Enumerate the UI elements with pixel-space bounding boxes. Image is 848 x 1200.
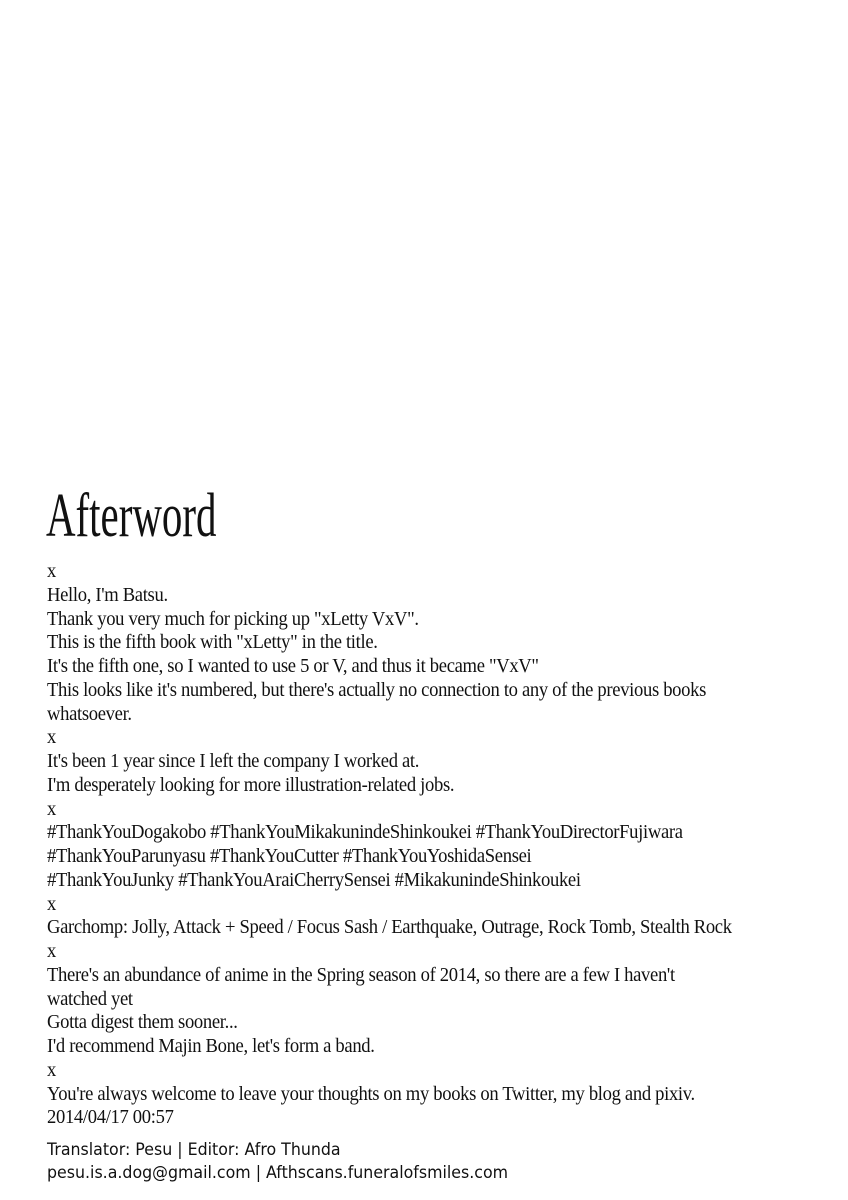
section-separator: x bbox=[47, 797, 56, 820]
text-line: There's an abundance of anime in the Spring season of 2014, so there are a few I haven't bbox=[47, 963, 675, 986]
text-line: Thank you very much for picking up "xLetty VxV". bbox=[47, 607, 419, 630]
text-line: whatsoever. bbox=[47, 702, 132, 725]
credits-line-staff: Translator: Pesu | Editor: Afro Thunda bbox=[47, 1140, 341, 1160]
credits bbox=[47, 1139, 508, 1185]
text-line: Garchomp: Jolly, Attack + Speed / Focus Sash / Earthquake, Outrage, Rock Tomb, Stealth Rock bbox=[47, 916, 732, 939]
section-separator: x bbox=[47, 560, 56, 582]
section-separator: x bbox=[47, 726, 56, 749]
text-line: Hello, I'm Batsu. bbox=[47, 583, 168, 606]
section-separator: x bbox=[47, 1058, 56, 1081]
page-title: Afterword bbox=[46, 482, 217, 550]
text-line: 2014/04/17 00:57 bbox=[47, 1106, 174, 1129]
text-line: #ThankYouParunyasu #ThankYouCutter #ThankYouYoshidaSensei bbox=[47, 845, 532, 867]
text-line: I'm desperately looking for more illustration-related jobs. bbox=[47, 773, 455, 796]
section-separator: x bbox=[47, 940, 56, 962]
text-line: It's the fifth one, so I wanted to use 5 or V, and thus it became "VxV" bbox=[47, 655, 539, 677]
text-line: This is the fifth book with "xLetty" in the title. bbox=[47, 631, 378, 654]
credits-line-contact: pesu.is.a.dog@gmail.com | Afthscans.funeralofsmiles.com bbox=[47, 1163, 509, 1183]
text-line: You're always welcome to leave your thoughts on my books on Twitter, my blog and pixiv. bbox=[47, 1082, 695, 1105]
text-line: I'd recommend Majin Bone, let's form a band. bbox=[47, 1035, 375, 1057]
text-line: This looks like it's numbered, but there's actually no connection to any of the previous books bbox=[47, 678, 707, 701]
text-line: Gotta digest them sooner... bbox=[47, 1011, 238, 1034]
afterword-body bbox=[47, 560, 732, 1130]
text-line: watched yet bbox=[47, 987, 133, 1010]
text-line: #ThankYouJunky #ThankYouAraiCherrySensei #MikakunindeShinkoukei bbox=[47, 868, 581, 891]
text-line: It's been 1 year since I left the company I worked at. bbox=[47, 750, 420, 772]
text-line: #ThankYouDogakobo #ThankYouMikakunindeShinkoukei #ThankYouDirectorFujiwara bbox=[47, 821, 683, 844]
section-separator: x bbox=[47, 892, 56, 915]
